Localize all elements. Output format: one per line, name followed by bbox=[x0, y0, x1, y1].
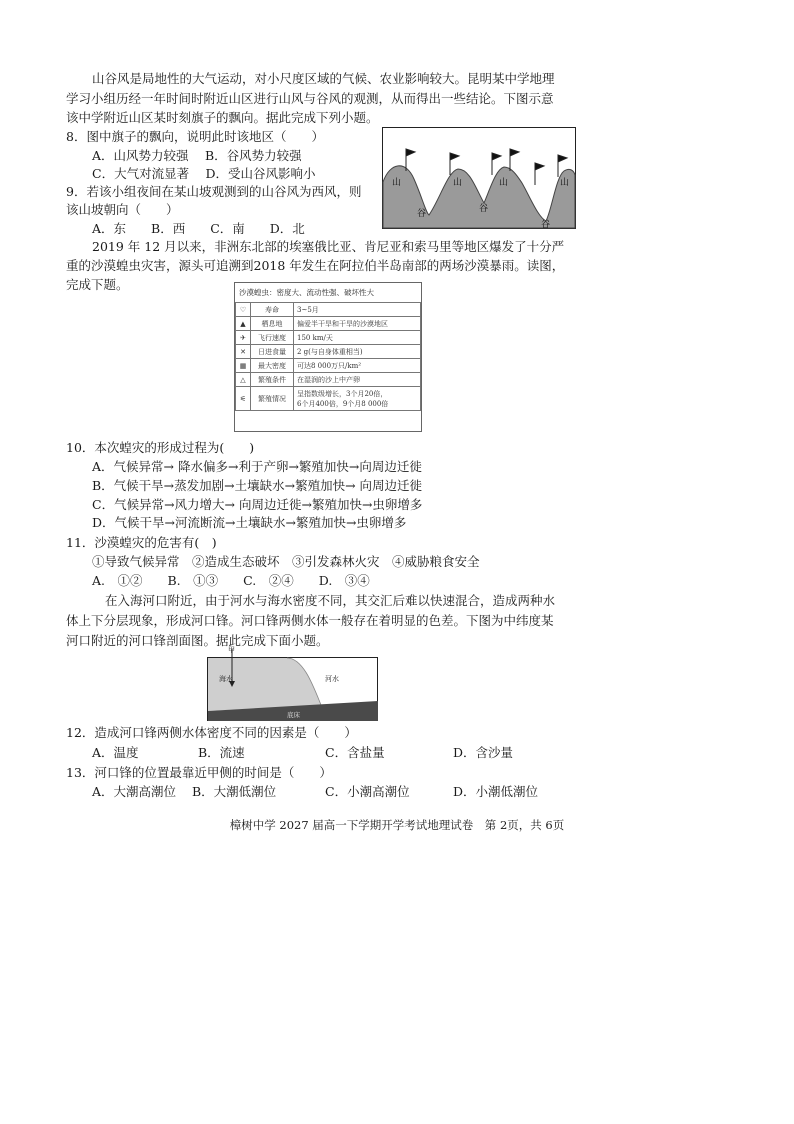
q13-option-d: D．小潮低潮位 bbox=[453, 784, 539, 799]
density-icon: ▦ bbox=[236, 359, 251, 373]
q12-option-d: D．含沙量 bbox=[453, 745, 514, 760]
q10-option-a: A．气候异常→ 降水偏多→利于产卵→繁殖加快→向周边迁徙 bbox=[92, 459, 422, 474]
heart-icon: ♡ bbox=[236, 303, 251, 317]
q8-stem: 8．图中旗子的飘向，说明此时该地区（ ） bbox=[66, 129, 324, 144]
q9-options: A．东 B．西 C．南 D．北 bbox=[92, 221, 305, 236]
passage1-line3: 该中学附近山区某时刻旗子的飘向。据此完成下列小题。 bbox=[66, 110, 379, 125]
q13-option-b: B．大潮低潮位 bbox=[192, 784, 277, 799]
q8-options-row1: A．山风势力较强 B．谷风势力较强 bbox=[92, 148, 302, 163]
q12-option-b: B．流速 bbox=[198, 745, 245, 760]
riverbed-label: 底床 bbox=[287, 711, 300, 719]
locust-row-label: 日进食量 bbox=[251, 345, 294, 359]
locust-row-value: 2 g(与自身体重相当) bbox=[294, 345, 421, 359]
mountain-label: 山 bbox=[392, 178, 402, 188]
passage1-line1: 山谷风是局地性的大气运动，对小尺度区域的气候、农业影响较大。昆明某中学地理 bbox=[92, 71, 555, 86]
food-icon: ✕ bbox=[236, 345, 251, 359]
q11-stem: 11．沙漠蝗灾的危害有( ) bbox=[66, 535, 217, 550]
locust-row-label: 寿命 bbox=[251, 303, 294, 317]
mountain-label: 山 bbox=[453, 178, 463, 188]
locust-row-label: 繁殖条件 bbox=[251, 373, 294, 387]
locust-info-table bbox=[234, 282, 422, 432]
q13-option-c: C．小潮高潮位 bbox=[325, 784, 410, 799]
locust-row-label: 飞行速度 bbox=[251, 331, 294, 345]
locust-table-title: 沙漠蝗虫：密度大、流动性强、破坏性大 bbox=[239, 288, 374, 297]
locust-row-label: 最大密度 bbox=[251, 359, 294, 373]
locust-row-label: 繁殖情况 bbox=[251, 387, 294, 411]
locust-row-value: 可达8 000万只/km² bbox=[294, 359, 421, 373]
q9-stem-line2: 该山坡朝向（ ） bbox=[66, 202, 179, 217]
q13-option-a: A．大潮高潮位 bbox=[92, 784, 177, 799]
locust-row-value: 3~5月 bbox=[294, 303, 421, 317]
estuary-front-figure bbox=[207, 645, 379, 721]
q12-stem: 12．造成河口锋两侧水体密度不同的因素是（ ） bbox=[66, 725, 357, 740]
mountain-label: 山 bbox=[560, 178, 570, 188]
passage2-line1: 2019 年 12 月以来，非洲东北部的埃塞俄比亚、肯尼亚和索马里等地区爆发了十分严 bbox=[92, 239, 565, 254]
valley-label: 谷 bbox=[479, 204, 489, 214]
flight-icon: ✈ bbox=[236, 331, 251, 345]
q11-options: A. ①② B. ①③ C. ②④ D. ③④ bbox=[92, 573, 370, 588]
q10-option-c: C．气候异常→风力增大→ 向周边迁徙→繁殖加快→虫卵增多 bbox=[92, 497, 423, 512]
q11-choices: ①导致气候异常 ②造成生态破坏 ③引发森林火灾 ④威胁粮食安全 bbox=[92, 554, 480, 569]
q12-option-c: C．含盐量 bbox=[325, 745, 385, 760]
passage1-line2: 学习小组历经一年时间时附近山区进行山风与谷风的观测，从而得出一些结论。下图示意 bbox=[66, 91, 554, 106]
q10-option-d: D．气候干旱→河流断流→土壤缺水→繁殖加快→虫卵增多 bbox=[92, 515, 407, 530]
q10-stem: 10．本次蝗灾的形成过程为( ) bbox=[66, 440, 255, 455]
passage3-line3: 河口附近的河口锋剖面图。据此完成下面小题。 bbox=[66, 633, 329, 648]
q13-stem: 13．河口锋的位置最靠近甲侧的时间是（ ） bbox=[66, 765, 332, 780]
habitat-icon: ▲ bbox=[236, 317, 251, 331]
locust-row-value: 呈指数级增长，3个月20倍， 6个月400倍，9个月8 000倍 bbox=[294, 387, 421, 411]
passage3-line1: 在入海河口附近，由于河水与海水密度不同，其交汇后难以快速混合，造成两种水 bbox=[105, 593, 556, 608]
riverwater-label: 河水 bbox=[325, 675, 339, 683]
point-jia-label: 甲 bbox=[228, 646, 235, 654]
valley-label: 谷 bbox=[417, 209, 427, 219]
page-footer: 樟树中学 2027 届高一下学期开学考试地理试卷 第 2页，共 6页 bbox=[229, 818, 565, 832]
q10-option-b: B．气候干旱→蒸发加剧→土壤缺水→繁殖加快→ 向周边迁徙 bbox=[92, 478, 423, 493]
q9-stem-line1: 9．若该小组夜间在某山坡观测到的山谷风为西风，则 bbox=[66, 184, 362, 199]
q12-option-a: A．温度 bbox=[92, 745, 139, 760]
passage2-line3: 完成下题。 bbox=[66, 277, 129, 292]
breeding-icon: △ bbox=[236, 373, 251, 387]
mountain-label: 山 bbox=[499, 178, 509, 188]
locust-row-value: 偏爱半干旱和干旱的沙漠地区 bbox=[294, 317, 421, 331]
q8-options-row2: C．大气对流显著 D．受山谷风影响小 bbox=[92, 166, 316, 181]
valley-label: 谷 bbox=[541, 220, 551, 229]
locust-row-value: 150 km/天 bbox=[294, 331, 421, 345]
locust-row-label: 栖息地 bbox=[251, 317, 294, 331]
passage3-line2: 体上下分层现象，形成河口锋。河口锋两侧水体一般存在着明显的色差。下图为中纬度某 bbox=[66, 613, 554, 628]
passage2-line2: 重的沙漠蝗虫灾害，源头可追溯到2018 年发生在阿拉伯半岛南部的两场沙漠暴雨。读图， bbox=[66, 258, 565, 273]
seawater-label: 海水 bbox=[219, 675, 233, 683]
mountain-valley-figure bbox=[382, 127, 576, 229]
locust-row-value: 在湿润的沙上中产卵 bbox=[294, 373, 421, 387]
spread-icon: ⚟ bbox=[236, 387, 251, 411]
